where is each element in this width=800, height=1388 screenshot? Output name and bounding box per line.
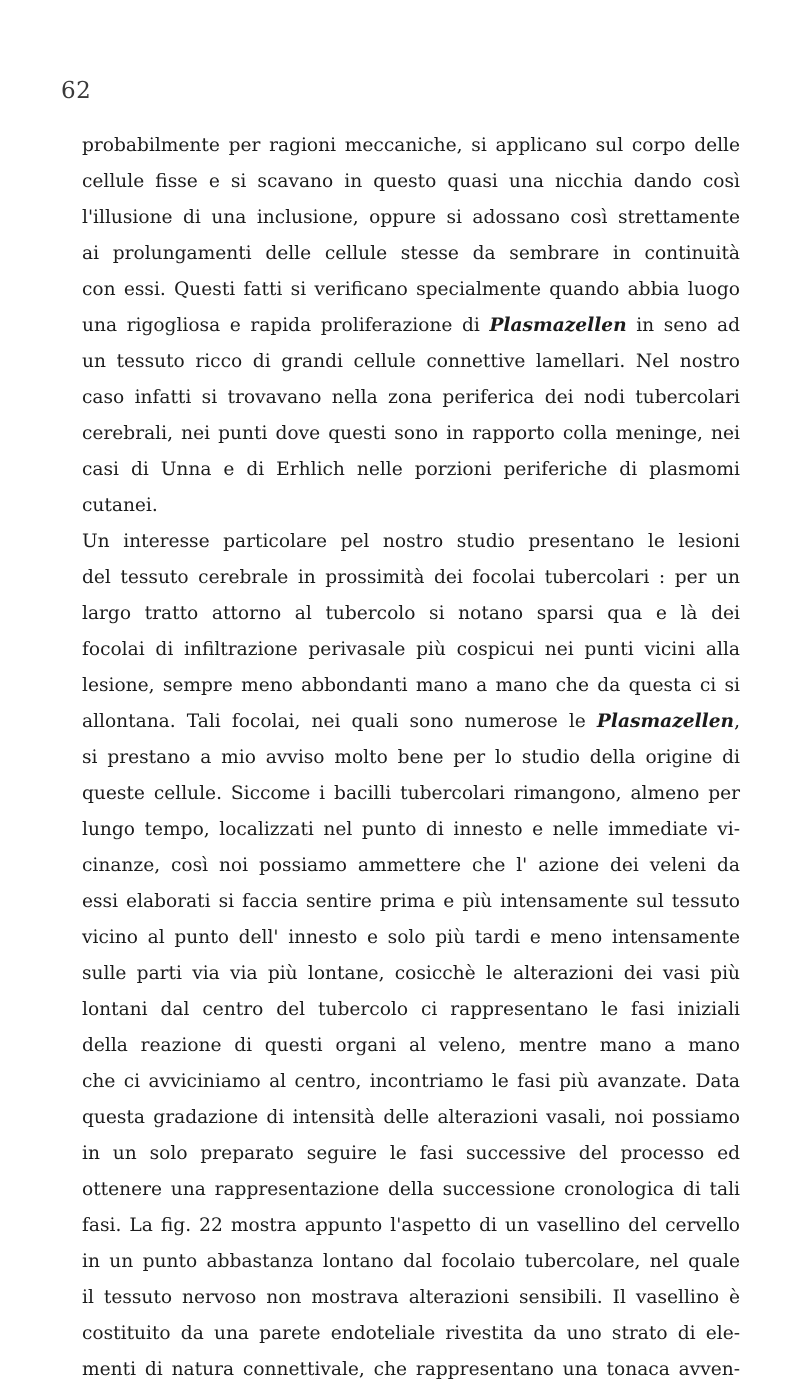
text-segment: in un punto abbastanza lontano dal focolaio tubercolare, nel quale: [82, 1251, 740, 1272]
body-text: [82, 128, 740, 1388]
text-line: [82, 200, 740, 236]
text-line: [82, 1352, 740, 1388]
text-line: [82, 524, 740, 560]
text-line: [82, 560, 740, 596]
text-segment: in seno ad: [626, 315, 741, 336]
text-line: [82, 956, 740, 992]
text-line: [82, 1280, 740, 1316]
text-segment: cinanze, così noi possiamo ammettere che l' azione dei veleni da: [82, 855, 740, 876]
text-segment: cutanei.: [82, 495, 158, 516]
text-line: [82, 884, 740, 920]
text-line: [82, 668, 740, 704]
text-line: [82, 236, 740, 272]
text-line: [82, 704, 740, 740]
text-segment: focolai di infiltrazione perivasale più cospicui nei punti vicini alla: [82, 639, 740, 660]
text-line: [82, 488, 740, 524]
text-segment: con essi. Questi fatti si verificano specialmente quando abbia luogo: [82, 279, 740, 300]
text-line: [82, 1316, 740, 1352]
text-line: [82, 1244, 740, 1280]
text-segment: lungo tempo, localizzati nel punto di innesto e nelle immediate vi-: [82, 819, 740, 840]
text-segment: lesione, sempre meno abbondanti mano a mano che da questa ci si: [82, 675, 740, 696]
text-segment: questa gradazione di intensità delle alterazioni vasali, noi possiamo: [82, 1107, 740, 1128]
text-segment: Un interesse particolare pel nostro studio presentano le lesioni: [82, 531, 740, 552]
text-line: [82, 1100, 740, 1136]
text-line: [82, 308, 740, 344]
text-line: [82, 920, 740, 956]
text-segment: ottenere una rappresentazione della successione cronologica di tali: [82, 1179, 740, 1200]
text-line: [82, 848, 740, 884]
text-segment: allontana. Tali focolai, nei quali sono numerose le: [82, 711, 597, 732]
text-segment: essi elaborati si faccia sentire prima e più intensamente sul tessuto: [82, 891, 740, 912]
text-segment: cerebrali, nei punti dove questi sono in rapporto colla meninge, nei: [82, 423, 740, 444]
text-line: [82, 776, 740, 812]
text-segment: il tessuto nervoso non mostrava alterazioni sensibili. Il vasellino è: [82, 1287, 740, 1308]
italic-term: Plasmazellen: [489, 315, 627, 336]
text-line: [82, 740, 740, 776]
text-segment: sulle parti via via più lontane, cosicchè le alterazioni dei vasi più: [82, 963, 740, 984]
text-segment: probabilmente per ragioni meccaniche, si applicano sul corpo delle: [82, 135, 740, 156]
text-line: [82, 344, 740, 380]
italic-term: Plasmazellen: [596, 711, 735, 732]
text-segment: ai prolungamenti delle cellule stesse da sembrare in continuità: [82, 243, 740, 264]
text-segment: fasi. La fig. 22 mostra appunto l'aspetto di un vasellino del cervello: [82, 1215, 740, 1236]
text-segment: ,: [734, 711, 740, 732]
text-line: [82, 380, 740, 416]
text-segment: che ci avviciniamo al centro, incontriamo le fasi più avanzate. Data: [82, 1071, 740, 1092]
text-line: [82, 1136, 740, 1172]
text-line: [82, 452, 740, 488]
text-line: [82, 812, 740, 848]
text-segment: casi di Unna e di Erhlich nelle porzioni periferiche di plasmomi: [82, 459, 740, 480]
text-line: [82, 1064, 740, 1100]
text-line: [82, 272, 740, 308]
text-segment: vicino al punto dell' innesto e solo più tardi e meno intensamente: [82, 927, 740, 948]
text-segment: menti di natura connettivale, che rappresentano una tonaca avven-: [82, 1359, 740, 1380]
text-segment: largo tratto attorno al tubercolo si notano sparsi qua e là dei: [82, 603, 740, 624]
text-segment: queste cellule. Siccome i bacilli tubercolari rimangono, almeno per: [82, 783, 740, 804]
text-line: [82, 416, 740, 452]
text-segment: del tessuto cerebrale in prossimità dei focolai tubercolari : per un: [82, 567, 740, 588]
text-line: [82, 632, 740, 668]
text-line: [82, 1028, 740, 1064]
text-segment: della reazione di questi organi al veleno, mentre mano a mano: [82, 1035, 740, 1056]
text-segment: una rigogliosa e rapida proliferazione di: [82, 315, 490, 336]
text-segment: l'illusione di una inclusione, oppure si adossano così strettamente: [82, 207, 740, 228]
text-segment: un tessuto ricco di grandi cellule connettive lamellari. Nel nostro: [82, 351, 740, 372]
text-line: [82, 1208, 740, 1244]
text-segment: si prestano a mio avviso molto bene per lo studio della origine di: [82, 747, 740, 768]
text-line: [82, 1172, 740, 1208]
text-line: [82, 992, 740, 1028]
text-segment: caso infatti si trovavano nella zona periferica dei nodi tubercolari: [82, 387, 740, 408]
text-line: [82, 596, 740, 632]
text-segment: costituito da una parete endoteliale rivestita da uno strato di ele-: [82, 1323, 740, 1344]
text-line: [82, 128, 740, 164]
text-segment: in un solo preparato seguire le fasi successive del processo ed: [82, 1143, 740, 1164]
text-segment: cellule fisse e si scavano in questo quasi una nicchia dando così: [82, 171, 740, 192]
text-line: [82, 164, 740, 200]
page-number: 62: [61, 78, 92, 104]
text-segment: lontani dal centro del tubercolo ci rappresentano le fasi iniziali: [82, 999, 740, 1020]
